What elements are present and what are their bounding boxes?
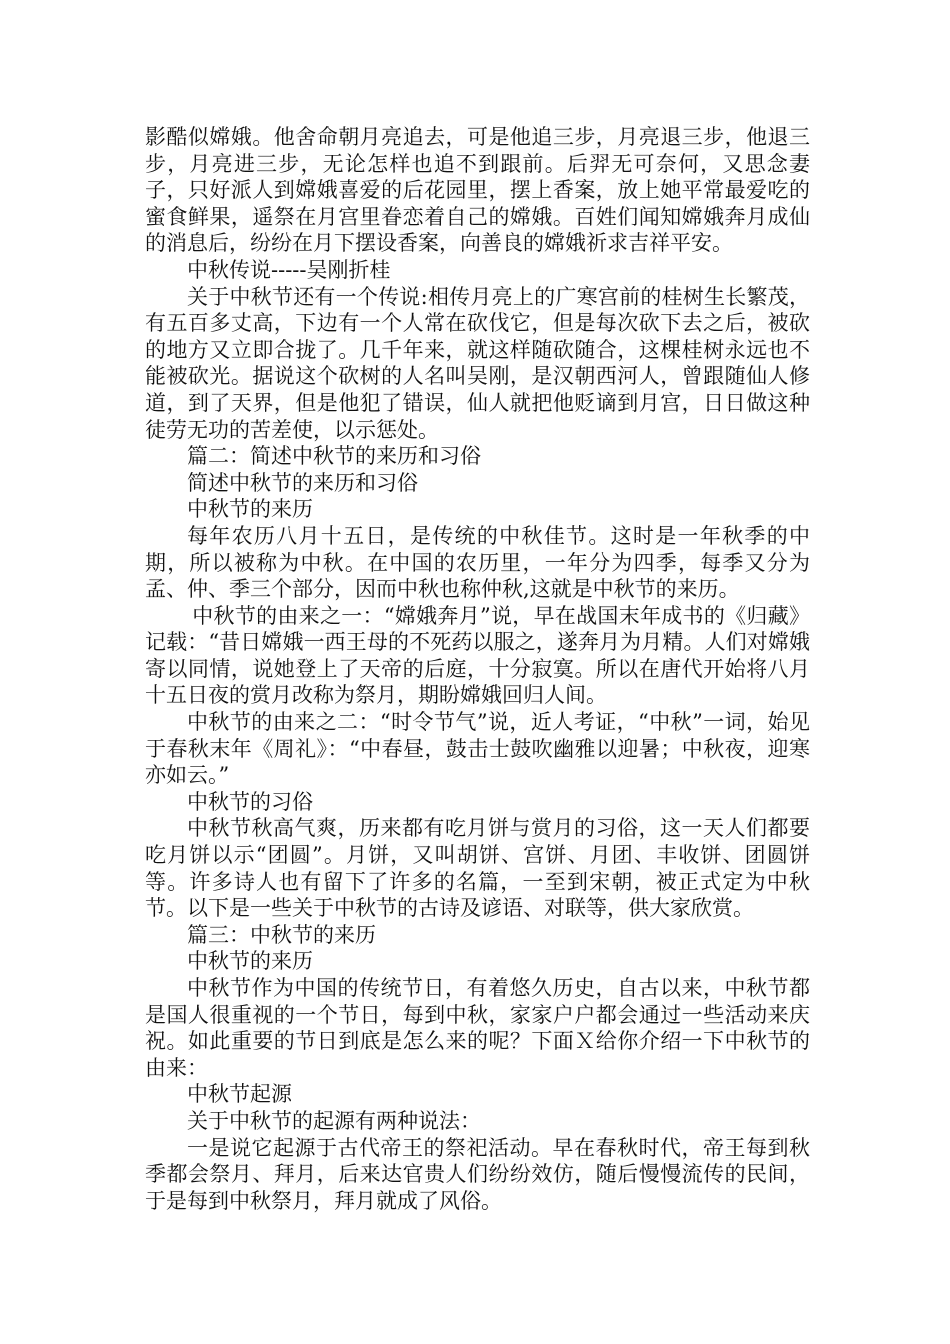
- article-title: 简述中秋节的来历和习俗: [187, 470, 418, 495]
- section-heading-history: 中秋节的来历: [187, 949, 313, 974]
- section-heading-beginnings: 中秋节起源: [187, 1082, 292, 1107]
- chapter-heading-part-three: 篇三：中秋节的来历: [187, 922, 376, 947]
- paragraph-origin: 每年农历八月十五日，是传统的中秋佳节。这时是一年秋季的中期，所以被称为中秋。在中国的农历里，一年分为四季，每季又分为孟、仲、季三个部分，因而中秋也称仲秋,这就是中秋节的来历。: [145, 523, 810, 602]
- section-heading-wugang: 中秋传说-----吴刚折桂: [187, 257, 391, 282]
- chapter-heading-part-two: 篇二：简述中秋节的来历和习俗: [187, 444, 481, 469]
- paragraph-origin-two: 中秋节的由来之二：“时令节气”说，近人考证，“中秋”一词，始见于春秋末年《周礼》：“中春昼，鼓击士鼓吹幽雅以迎暑；中秋夜，迎寒亦如云。”: [145, 710, 810, 788]
- paragraph-history: 中秋节作为中国的传统节日，有着悠久历史，自古以来，中秋节都是国人很重视的一个节日，每到中秋，家家户户都会通过一些活动来庆祝。如此重要的节日到底是怎么来的呢？下面Ｘ给你介绍一下中秋节的由来：: [145, 976, 810, 1080]
- paragraph-two-theories: 关于中秋节的起源有两种说法：: [187, 1108, 481, 1133]
- document-page: [145, 124, 810, 1214]
- paragraph-origin-one: 中秋节的由来之一：“嫦娥奔月”说，早在战国末年成书的《归藏》记载：“昔日嫦娥一西王母的不死药以服之，遂奔月为月精。人们对嫦娥寄以同情，说她登上了天帝的后庭，十分寂寞。所以在唐代开始将八月十五日夜的赏月改称为祭月，期盼嫦娥回归人间。: [145, 603, 810, 708]
- section-heading-origin: 中秋节的来历: [187, 497, 313, 522]
- paragraph-customs: 中秋节秋高气爽，历来都有吃月饼与赏月的习俗，这一天人们都要吃月饼以示“团圆”。月饼，又叫胡饼、宫饼、月团、丰收饼、团圆饼等。许多诗人也有留下了许多的名篇，一至到宋朝，被正式定为中秋节。以下是一些关于中秋节的古诗及谚语、对联等，供大家欣赏。: [145, 816, 810, 921]
- paragraph-theory-one: 一是说它起源于古代帝王的祭祀活动。早在春秋时代，帝王每到秋季都会祭月、拜月，后来达官贵人们纷纷效仿，随后慢慢流传的民间，于是每到中秋祭月，拜月就成了风俗。: [145, 1135, 810, 1213]
- paragraph-wugang-legend: 关于中秋节还有一个传说:相传月亮上的广寒宫前的桂树生长繁茂，有五百多丈高，下边有一个人常在砍伐它，但是每次砍下去之后，被砍的地方又立即合拢了。几千年来，就这样随砍随合，这棵桂树永远也不能被砍光。据说这个砍树的人名叫吴刚，是汉朝西河人，曾跟随仙人修道，到了天界，但是他犯了错误，仙人就把他贬谪到月宫，日日做这种徒劳无功的苦差使，以示惩处。: [145, 284, 810, 442]
- section-heading-customs: 中秋节的习俗: [187, 789, 313, 814]
- paragraph-continuation: 影酷似嫦娥。他舍命朝月亮追去，可是他追三步，月亮退三步，他退三步，月亮进三步，无论怎样也追不到跟前。后羿无可奈何，又思念妻子，只好派人到嫦娥喜爱的后花园里，摆上香案，放上她平常最爱吃的蜜食鲜果，遥祭在月宫里眷恋着自己的嫦娥。百姓们闻知嫦娥奔月成仙的消息后，纷纷在月下摆设香案，向善良的嫦娥祈求吉祥平安。: [145, 125, 810, 256]
